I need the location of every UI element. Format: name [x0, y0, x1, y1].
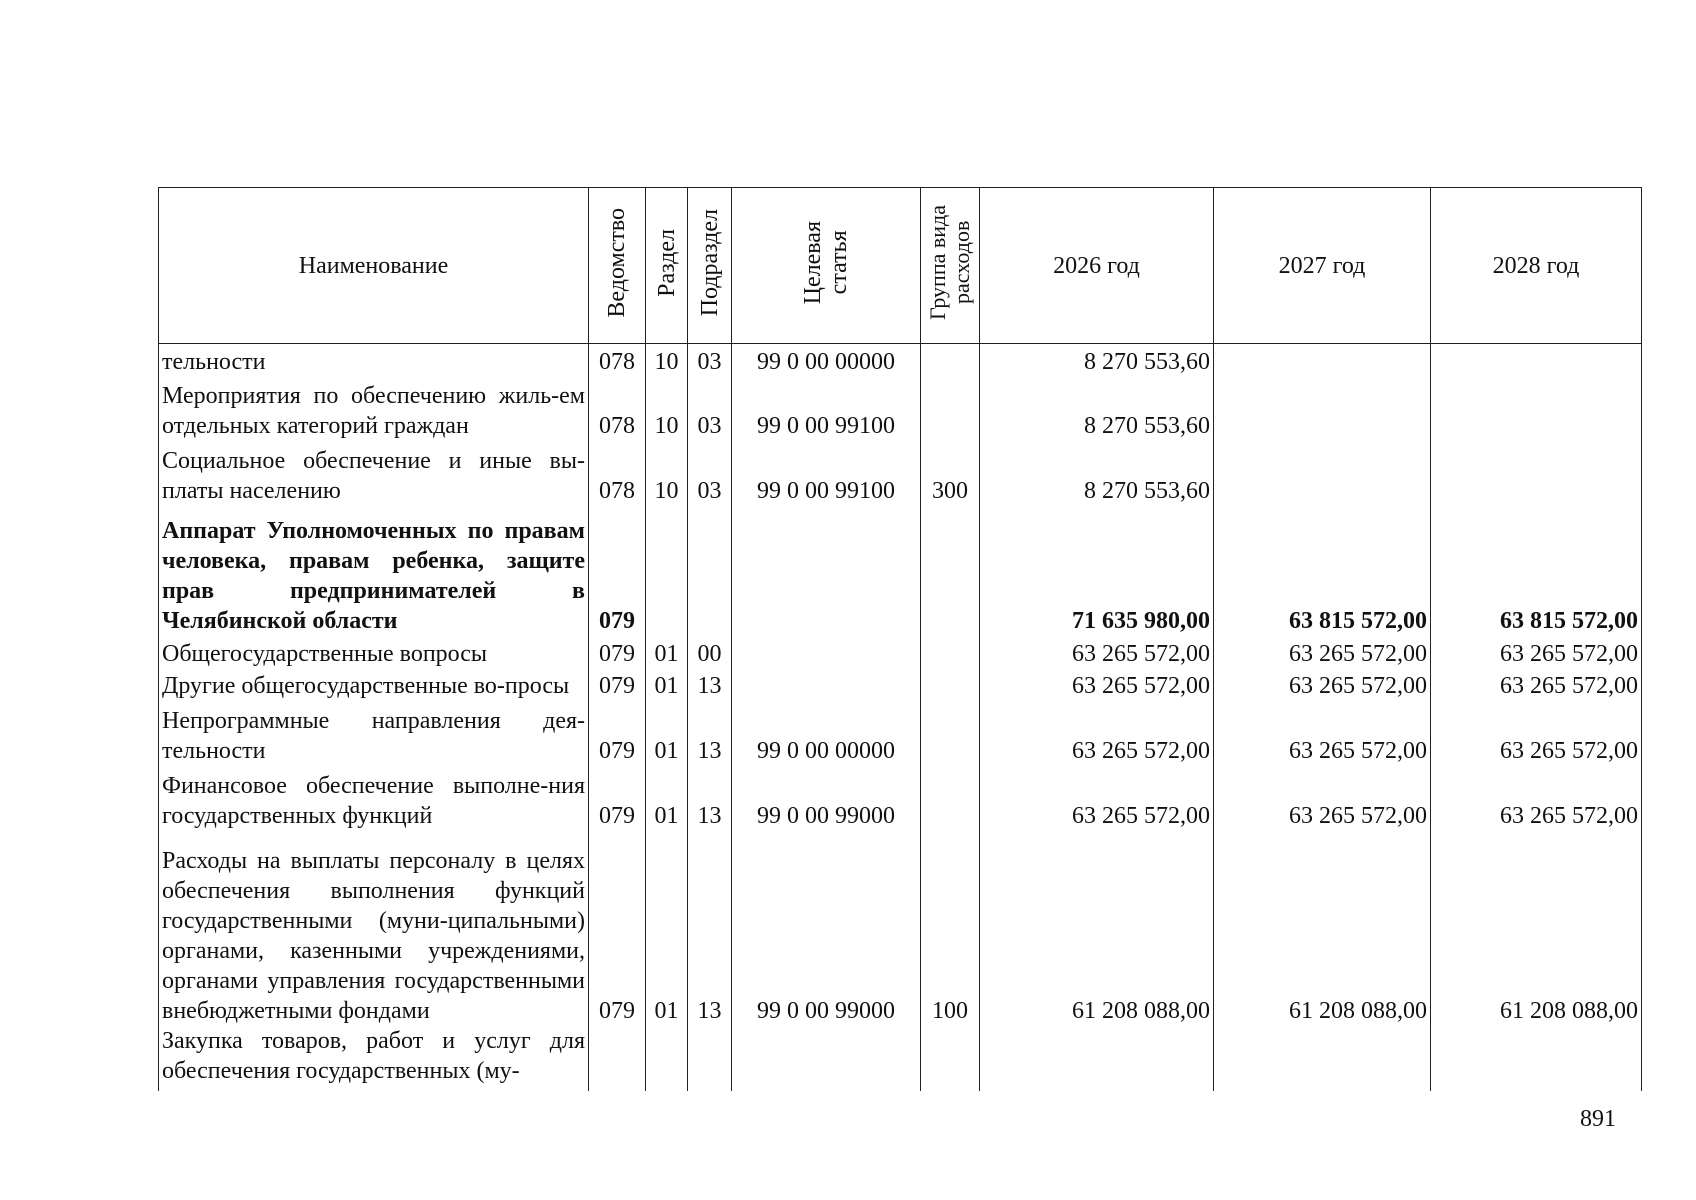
row-expense-group — [921, 506, 980, 636]
row-2026: 61 208 088,00 — [980, 831, 1214, 1026]
row-2028: 63 265 572,00 — [1431, 701, 1642, 766]
row-expense-group: 100 — [921, 831, 980, 1026]
row-2026: 71 635 980,00 — [980, 506, 1214, 636]
row-section — [646, 506, 688, 636]
header-2028: 2028 год — [1431, 188, 1642, 344]
row-target-article — [732, 636, 921, 668]
table-header-row — [159, 188, 1642, 344]
header-expense-group — [921, 188, 980, 344]
row-department: 079 — [589, 766, 646, 831]
row-2027: 63 815 572,00 — [1214, 506, 1431, 636]
row-department: 078 — [589, 377, 646, 442]
row-expense-group — [921, 1026, 980, 1091]
row-subsection: 13 — [688, 669, 732, 701]
row-section: 10 — [646, 377, 688, 442]
row-2027: 61 208 088,00 — [1214, 831, 1431, 1026]
row-expense-group — [921, 669, 980, 701]
row-section: 01 — [646, 766, 688, 831]
row-2027 — [1214, 344, 1431, 377]
row-2026: 63 265 572,00 — [980, 766, 1214, 831]
row-subsection: 13 — [688, 701, 732, 766]
row-2026: 63 265 572,00 — [980, 701, 1214, 766]
header-department — [589, 188, 646, 344]
row-subsection: 00 — [688, 636, 732, 668]
row-target-article — [732, 506, 921, 636]
row-2026: 8 270 553,60 — [980, 344, 1214, 377]
row-department: 079 — [589, 669, 646, 701]
header-section — [646, 188, 688, 344]
row-department: 079 — [589, 701, 646, 766]
row-name: Общегосударственные вопросы — [159, 636, 589, 668]
row-2027: 63 265 572,00 — [1214, 701, 1431, 766]
table-row-section-total — [159, 506, 1642, 636]
header-group-line2: расходов — [949, 220, 974, 305]
row-2026: 8 270 553,60 — [980, 441, 1214, 506]
row-2028: 63 265 572,00 — [1431, 669, 1642, 701]
row-name: Аппарат Уполномоченных по правам человека, правам ребенка, защите прав предпринимателей в Челябинской области — [159, 506, 589, 636]
header-2027: 2027 год — [1214, 188, 1431, 344]
row-section: 10 — [646, 441, 688, 506]
row-subsection: 03 — [688, 441, 732, 506]
row-section: 01 — [646, 669, 688, 701]
header-2026: 2026 год — [980, 188, 1214, 344]
row-2028: 63 265 572,00 — [1431, 766, 1642, 831]
row-subsection — [688, 1026, 732, 1091]
header-target-article-label — [800, 221, 852, 304]
row-subsection: 03 — [688, 344, 732, 377]
row-name: Непрограммные направления дея-тельности — [159, 701, 589, 766]
table-row-continued — [159, 1026, 1642, 1091]
row-target-article — [732, 1026, 921, 1091]
row-2026: 8 270 553,60 — [980, 377, 1214, 442]
row-target-article: 99 0 00 99100 — [732, 377, 921, 442]
header-target-line2: статья — [826, 230, 852, 295]
header-subsection-label: Подраздел — [696, 208, 723, 317]
row-2028: 63 265 572,00 — [1431, 636, 1642, 668]
header-section-label: Раздел — [653, 228, 680, 297]
row-expense-group — [921, 701, 980, 766]
row-section: 01 — [646, 701, 688, 766]
header-target-article — [732, 188, 921, 344]
row-2026 — [980, 1026, 1214, 1091]
row-name: Финансовое обеспечение выполне-ния государственных функций — [159, 766, 589, 831]
table-row — [159, 441, 1642, 506]
row-subsection — [688, 506, 732, 636]
row-subsection: 13 — [688, 831, 732, 1026]
row-subsection: 03 — [688, 377, 732, 442]
row-section — [646, 1026, 688, 1091]
row-target-article: 99 0 00 00000 — [732, 701, 921, 766]
row-2028 — [1431, 1026, 1642, 1091]
row-department: 078 — [589, 344, 646, 377]
row-department: 079 — [589, 636, 646, 668]
row-2028 — [1431, 344, 1642, 377]
table-row — [159, 344, 1642, 377]
table-row — [159, 701, 1642, 766]
row-subsection: 13 — [688, 766, 732, 831]
row-section: 10 — [646, 344, 688, 377]
table-row — [159, 636, 1642, 668]
row-expense-group — [921, 636, 980, 668]
header-expense-group-label — [926, 205, 974, 320]
row-2027: 63 265 572,00 — [1214, 636, 1431, 668]
row-expense-group: 300 — [921, 441, 980, 506]
row-expense-group — [921, 377, 980, 442]
row-name: Мероприятия по обеспечению жиль-ем отдельных категорий граждан — [159, 377, 589, 442]
row-target-article — [732, 669, 921, 701]
budget-table — [158, 187, 1642, 1091]
row-2027: 63 265 572,00 — [1214, 669, 1431, 701]
row-2027 — [1214, 1026, 1431, 1091]
row-expense-group — [921, 344, 980, 377]
row-target-article: 99 0 00 00000 — [732, 344, 921, 377]
row-name: Расходы на выплаты персоналу в целях обеспечения выполнения функций государственными (муни-ципальными) органами, казенными учреждениями, органами управления государственными внебюджетными фондами — [159, 831, 589, 1026]
row-2028 — [1431, 441, 1642, 506]
header-name: Наименование — [159, 188, 589, 344]
row-name: Социальное обеспечение и иные вы-платы населению — [159, 441, 589, 506]
table-row — [159, 377, 1642, 442]
header-group-line1: Группа вида — [925, 205, 950, 320]
row-2027: 63 265 572,00 — [1214, 766, 1431, 831]
row-department: 079 — [589, 506, 646, 636]
row-name: тельности — [159, 344, 589, 377]
table-row — [159, 669, 1642, 701]
row-2026: 63 265 572,00 — [980, 636, 1214, 668]
row-2028 — [1431, 377, 1642, 442]
row-department: 079 — [589, 831, 646, 1026]
row-2028: 61 208 088,00 — [1431, 831, 1642, 1026]
header-department-label: Ведомство — [604, 207, 630, 318]
page-number: 891 — [1580, 1106, 1616, 1132]
row-section: 01 — [646, 831, 688, 1026]
table-row — [159, 831, 1642, 1026]
row-section: 01 — [646, 636, 688, 668]
row-name: Другие общегосударственные во-просы — [159, 669, 589, 701]
row-2028: 63 815 572,00 — [1431, 506, 1642, 636]
header-target-line1: Целевая — [800, 220, 826, 305]
row-2027 — [1214, 377, 1431, 442]
row-2026: 63 265 572,00 — [980, 669, 1214, 701]
table-row — [159, 766, 1642, 831]
row-2027 — [1214, 441, 1431, 506]
row-target-article: 99 0 00 99000 — [732, 766, 921, 831]
row-name: Закупка товаров, работ и услуг для обеспечения государственных (му- — [159, 1026, 589, 1091]
row-target-article: 99 0 00 99100 — [732, 441, 921, 506]
row-target-article: 99 0 00 99000 — [732, 831, 921, 1026]
row-department — [589, 1026, 646, 1091]
row-expense-group — [921, 766, 980, 831]
header-subsection — [688, 188, 732, 344]
row-department: 078 — [589, 441, 646, 506]
